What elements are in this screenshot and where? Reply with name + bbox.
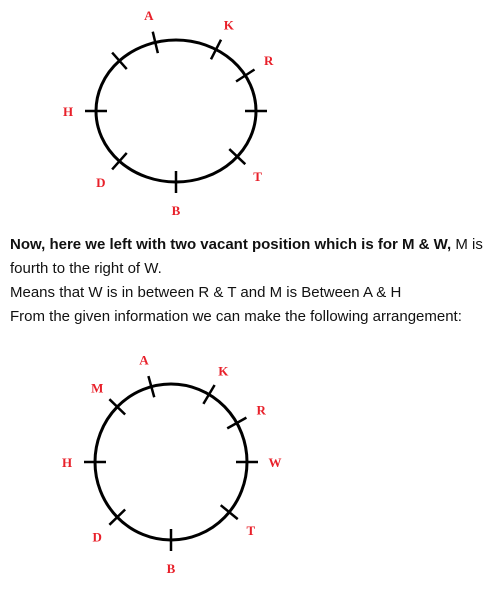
- final-seat-label-d: D: [92, 529, 102, 545]
- initial-seat-label-b: B: [171, 203, 181, 218]
- final-seat-label-w: W: [268, 455, 282, 470]
- final-seat-mark-k: [203, 385, 214, 404]
- final-seat-label-b: B: [166, 561, 176, 576]
- explanation-line-1: [10, 233, 488, 281]
- final-seat-label-r: R: [256, 402, 266, 418]
- initial-seat-label-d: D: [96, 175, 106, 191]
- initial-seat-label-a: A: [144, 8, 154, 24]
- explanation-line-2: Means that W is in between R & T and M is Between A & H: [10, 284, 402, 301]
- circle-seating-diagram-initial: [0, 0, 492, 230]
- arrangement-diagram-final: [0, 354, 492, 594]
- initial-seat-mark-r: [236, 70, 254, 82]
- initial-seat-label-k: K: [223, 17, 234, 33]
- initial-seat-label-t: T: [253, 168, 262, 184]
- final-seat-label-m: M: [91, 380, 104, 396]
- initial-seat-label-r: R: [264, 53, 274, 69]
- initial-seat-label-h: H: [62, 104, 74, 119]
- final-seat-label-a: A: [139, 354, 149, 368]
- arrangement-diagram-initial: [0, 0, 492, 230]
- explanation-line-3: From the given information we can make the following arrangement:: [10, 308, 462, 325]
- explanation-line-1-rest: M is fourth to the right of W.: [10, 236, 483, 277]
- final-seat-label-h: H: [61, 455, 73, 470]
- circle-seating-diagram-final: [0, 354, 492, 594]
- final-seat-mark-r: [227, 418, 246, 429]
- initial-seat-mark-k: [211, 40, 221, 60]
- explanation-line-1-bold: Now, here we left with two vacant position which is for M & W,: [10, 236, 452, 253]
- final-seat-label-t: T: [246, 522, 256, 538]
- final-seat-label-k: K: [218, 363, 229, 379]
- explanation-text: [10, 233, 488, 329]
